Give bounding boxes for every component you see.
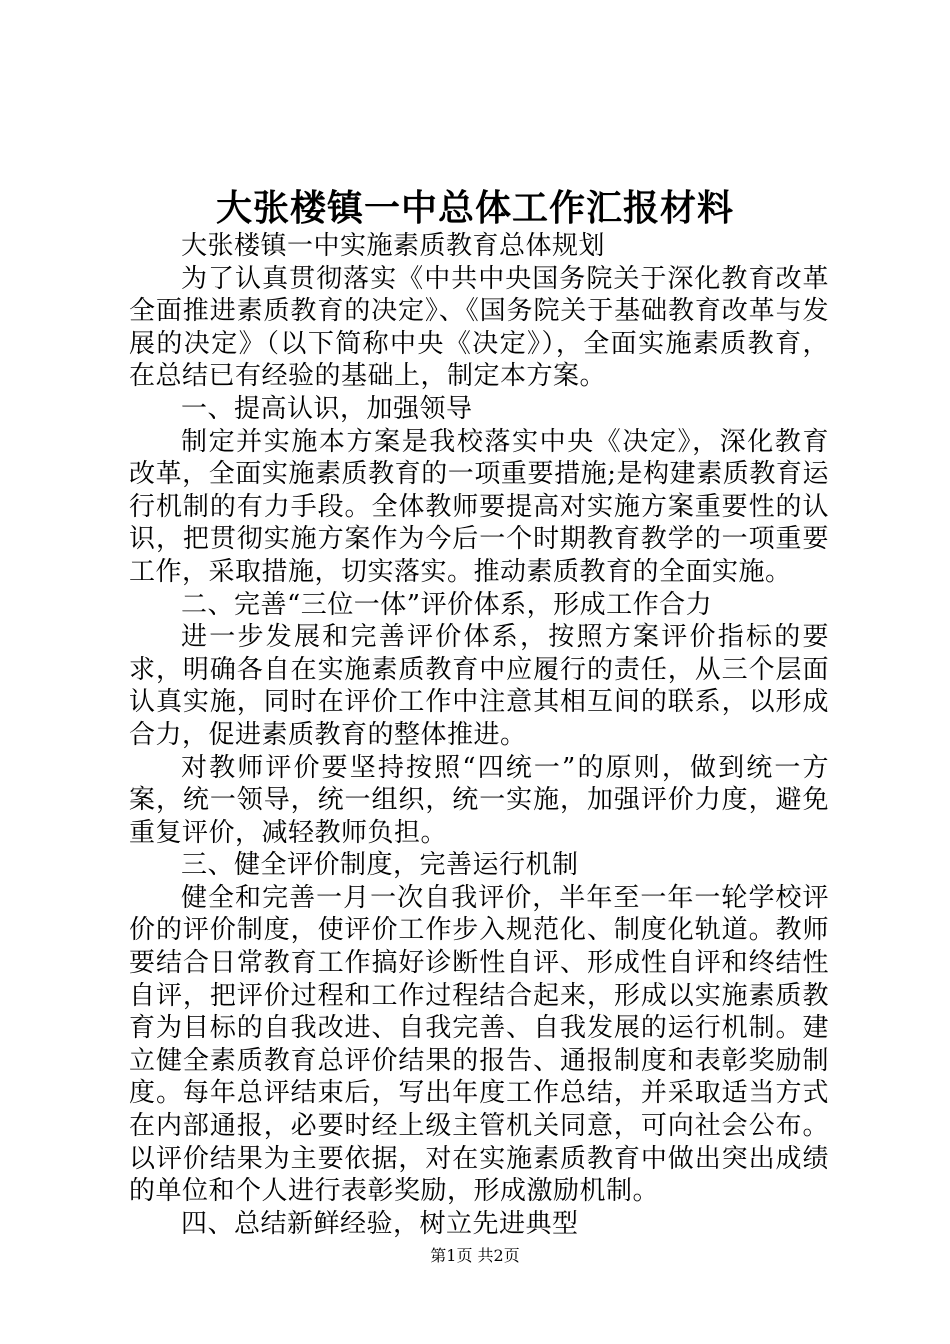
section-heading-3: 三、健全评价制度，完善运行机制: [181, 850, 579, 881]
document-title: 大张楼镇一中总体工作汇报材料: [215, 188, 734, 229]
section-heading-4: 四、总结新鲜经验，树立先进典型: [181, 1208, 579, 1239]
section-2-paragraph-1: 进一步发展和完善评价体系，按照方案评价指标的要求，明确各自在实施素质教育中应履行的责任，从三个层面认真实施，同时在评价工作中注意其相互间的联系，以形成合力，促进素质教育的整体推进。: [129, 622, 829, 750]
subtitle-paragraph: 大张楼镇一中实施素质教育总体规划: [181, 231, 606, 261]
section-heading-1: 一、提高认识，加强领导: [181, 393, 473, 424]
page-number-footer: 第1页 共2页: [430, 1246, 520, 1265]
section-2-paragraph-2: 对教师评价要坚持按照“四统一”的原则，做到统一方案，统一领导，统一组织，统一实施，加强评价力度，避免重复评价，减轻教师负担。: [129, 752, 829, 848]
document-body: [129, 230, 829, 1240]
section-heading-2: 二、完善“三位一体”评价体系，形成工作合力: [181, 589, 713, 620]
section-1-paragraph: 制定并实施本方案是我校落实中央《决定》，深化教育改革，全面实施素质教育的一项重要措施;是构建素质教育运行机制的有力手段。全体教师要提高对实施方案重要性的认识，把贯彻实施方案作为今后一个时期教育教学的一项重要工作，采取措施，切实落实。推动素质教育的全面实施。: [129, 426, 829, 587]
section-3-paragraph: 健全和完善一月一次自我评价，半年至一年一轮学校评价的评价制度，使评价工作步入规范化、制度化轨道。教师要结合日常教育工作搞好诊断性自评、形成性自评和终结性自评，把评价过程和工作过程结合起来，形成以实施素质教育为目标的自我改进、自我完善、自我发展的运行机制。建立健全素质教育总评价结果的报告、通报制度和表彰奖励制度。每年总评结束后，写出年度工作总结，并采取适当方式在内部通报，必要时经上级主管机关同意，可向社会公布。以评价结果为主要依据，对在实施素质教育中做出突出成绩的单位和个人进行表彰奖励，形成激励机制。: [129, 882, 829, 1207]
intro-paragraph: 为了认真贯彻落实《中共中央国务院关于深化教育改革全面推进素质教育的决定》、《国务院关于基础教育改革与发展的决定》（以下简称中央《决定》），全面实施素质教育，在总结已有经验的基础上，制定本方案。: [129, 263, 829, 392]
